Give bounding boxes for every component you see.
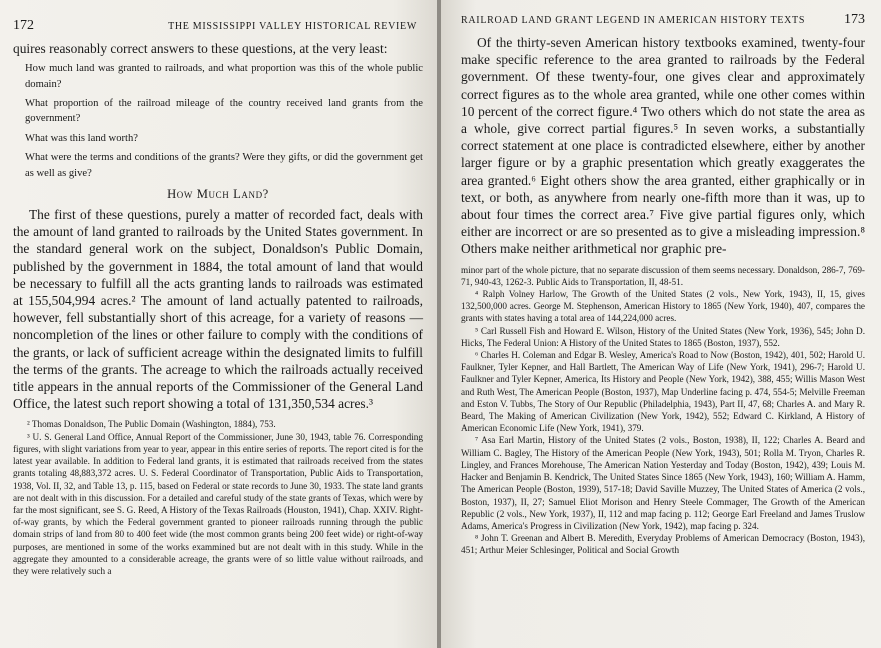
body-paragraph-left: The first of these questions, purely a matter of recorded fact, deals with the amount of land granted to railroads by the United States government. In the standard general work on the subject, Donaldson's Public Domain, published by the government in 1884, the total amount of land that would be necessary to fulfill all the acts granting lands to railroads was estimated at 155,504,994 acres.² The amount of land actually patented to railroads, however, fell substantially short of this acreage, for a variety of reasons — noncompletion of the lines or other failure to comply with the conditions of the grants, or lack of sufficient acreage within the designated limits to fulfill the terms of the grants. The acreage to which the railroads actually received title appears in the annual reports of the Commissioner of the General Land Office, the latest such report showing a total of 131,350,534 acres.³	[13, 207, 423, 412]
left-page	[0, 0, 437, 648]
footnote-continuation: minor part of the whole picture, that no separate discussion of them seems necessary. Donaldson, 286-7, 769-71, 940-43, 1262-3. Public Aids to Transportation, II, 48-51.	[461, 264, 865, 287]
footnote: ⁷ Asa Earl Martin, History of the United States (2 vols., Boston, 1938), II, 122; Charles A. Beard and William C. Bagley, The History of the American People (New York, 1943), 501; Rolla M. Tryon, Charles R. Lingley, and Frances Morehouse, The American Nation Yesterday and Today (Boston, 1942), 439; Louis M. Hacker and Benjamin B. Kendrick, The United States Since 1865 (New York, 1943), 160; William A. Hamm, The American People (Boston, 1939), 517-18; David Saville Muzzey, The United States of America (2 vols., Boston, 1937), II, 27; Samuel Eliot Morison and Henry Steele Commager, The Growth of the American Republic (2 vols., New York, 1937), II, 112 and map facing p. 112; George Earl Freeland and James Truslow Adams, America's Progress in Civilization (New York, 1942), map facing p. 324.	[461, 435, 865, 531]
section-heading: How Much Land?	[167, 187, 269, 202]
footnote: ³ U. S. General Land Office, Annual Report of the Commissioner, June 30, 1943, table 76. Corresponding figures, with slight variations from year to year, appear in this entire series of reports. The report cited is for the latest year available. In addition to Federal land grants, it is estimated that railroads received from the states grants totaling 48,883,372 acres. U. S. Federal Coordinator of Transportation, Public Aids to Transportation, 1938, Vol. II, 32, and Table 13, p. 115, based on Federal or state records to June 30, 1933. The state land grants are not dealt with in this discussion. For a detailed and careful study of the state grants of Texas, which were by far the most significant, see S. G. Reed, A History of the Texas Railroads (Houston, 1941), Chap. XXIV. Right-of-way grants, by which the Federal government granted to pioneer railroads running through the public domain strips of land from 80 to 400 feet wide (the most common grants being 200 feet wide) or right-of-way purposes, are mentioned in some of the works exammined but are not dealt with in this study. While in the aggregate they amounted to a considerable acreage, the grants were of so little value without railroads, and they were relatively such a	[13, 431, 423, 576]
footnote: ⁸ John T. Greenan and Albert B. Meredith, Everyday Problems of American Democracy (Boston, 1943), 451; Arthur Meier Schlesinger, Political and Social Growth	[461, 533, 865, 556]
question-list	[13, 61, 423, 181]
intro-text: quires reasonably correct answers to these questions, at the very least:	[13, 41, 388, 56]
article-title: RAILROAD LAND GRANT LEGEND IN AMERICAN HISTORY TEXTS	[461, 15, 806, 26]
question-item: What were the terms and conditions of the grants? Were they gifts, or did the government get as well as give?	[25, 152, 423, 179]
question-item: What proportion of the railroad mileage of the country received land grants from the government?	[25, 98, 423, 125]
right-page	[441, 0, 881, 648]
running-head-left	[13, 18, 423, 34]
running-head-right	[461, 12, 865, 28]
footnote: ⁶ Charles H. Coleman and Edgar B. Wesley, America's Road to Now (Boston, 1942), 401, 502; Harold U. Faulkner, Tyler Kepner, and Hall Bartlett, The American Way of Life (New York, 1941), 296-7; Harold U. Faulkner and Tyler Kepner, America, Its History and People (New York, 1942), 388, 455; Willis Mason West and Ruth West, The American People (Boston, 1937), Map Underline facing p. 474, 554-5; Melville Freeman and Eston V. Tubbs, The Story of Our Republic (Philadelphia, 1943), Part II, 47, 68; Charles A. and Mary R. Beard, The Making of American Civilization (New York, 1942), 552; Edward C. Kirkland, A History of American Economic Life (New York, 1941), 379.	[461, 350, 865, 434]
question-item: How much land was granted to railroads, and what proportion was this of the whole public domain?	[25, 63, 423, 90]
footnotes-left	[13, 418, 423, 577]
page-number-right: 173	[844, 12, 865, 27]
footnotes-right	[461, 264, 865, 557]
page-number-left: 172	[13, 18, 34, 33]
question-item: What was this land worth?	[25, 132, 138, 144]
footnote: ⁴ Ralph Volney Harlow, The Growth of the United States (2 vols., New York, 1943), II, 15, gives 132,500,000 acres. George M. Stephenson, American History to 1865 (New York, 1940), 407, compares the grants with states having a total area of 144,224,000 acres.	[461, 289, 865, 324]
body-paragraph-right: Of the thirty-seven American history textbooks examined, twenty-four make specific reference to the area granted to railroads by the Federal government. Of these twenty-four, one gives clear and approximately correct figures as to the whole area granted, while one other comes within 10 percent of the correct figure.⁴ Two others which do not state the area as a whole, give correct partial figures.⁵ In seven works, a substantially correct statement at one place is contradicted elsewhere, either by another larger figure or by a graphic presentation which greatly exaggerates the area granted.⁶ Eight others show the area granted, either graphically or in text, or both, as anywhere from nearly one-fifth more than it was, up to about four times the correct area.⁷ Five give partial figures only, which either are incorrect or are so presented as to give a misleading impression.⁸ Others make neither arithmetical nor graphic pre-	[461, 35, 865, 257]
footnote: ⁵ Carl Russell Fish and Howard E. Wilson, History of the United States (New York, 1936), 545; John D. Hicks, The Federal Union: A History of the United States to 1865 (Boston, 1937), 552.	[461, 325, 865, 348]
footnote: ² Thomas Donaldson, The Public Domain (Washington, 1884), 753.	[27, 419, 276, 430]
journal-title: THE MISSISSIPPI VALLEY HISTORICAL REVIEW	[168, 21, 417, 32]
